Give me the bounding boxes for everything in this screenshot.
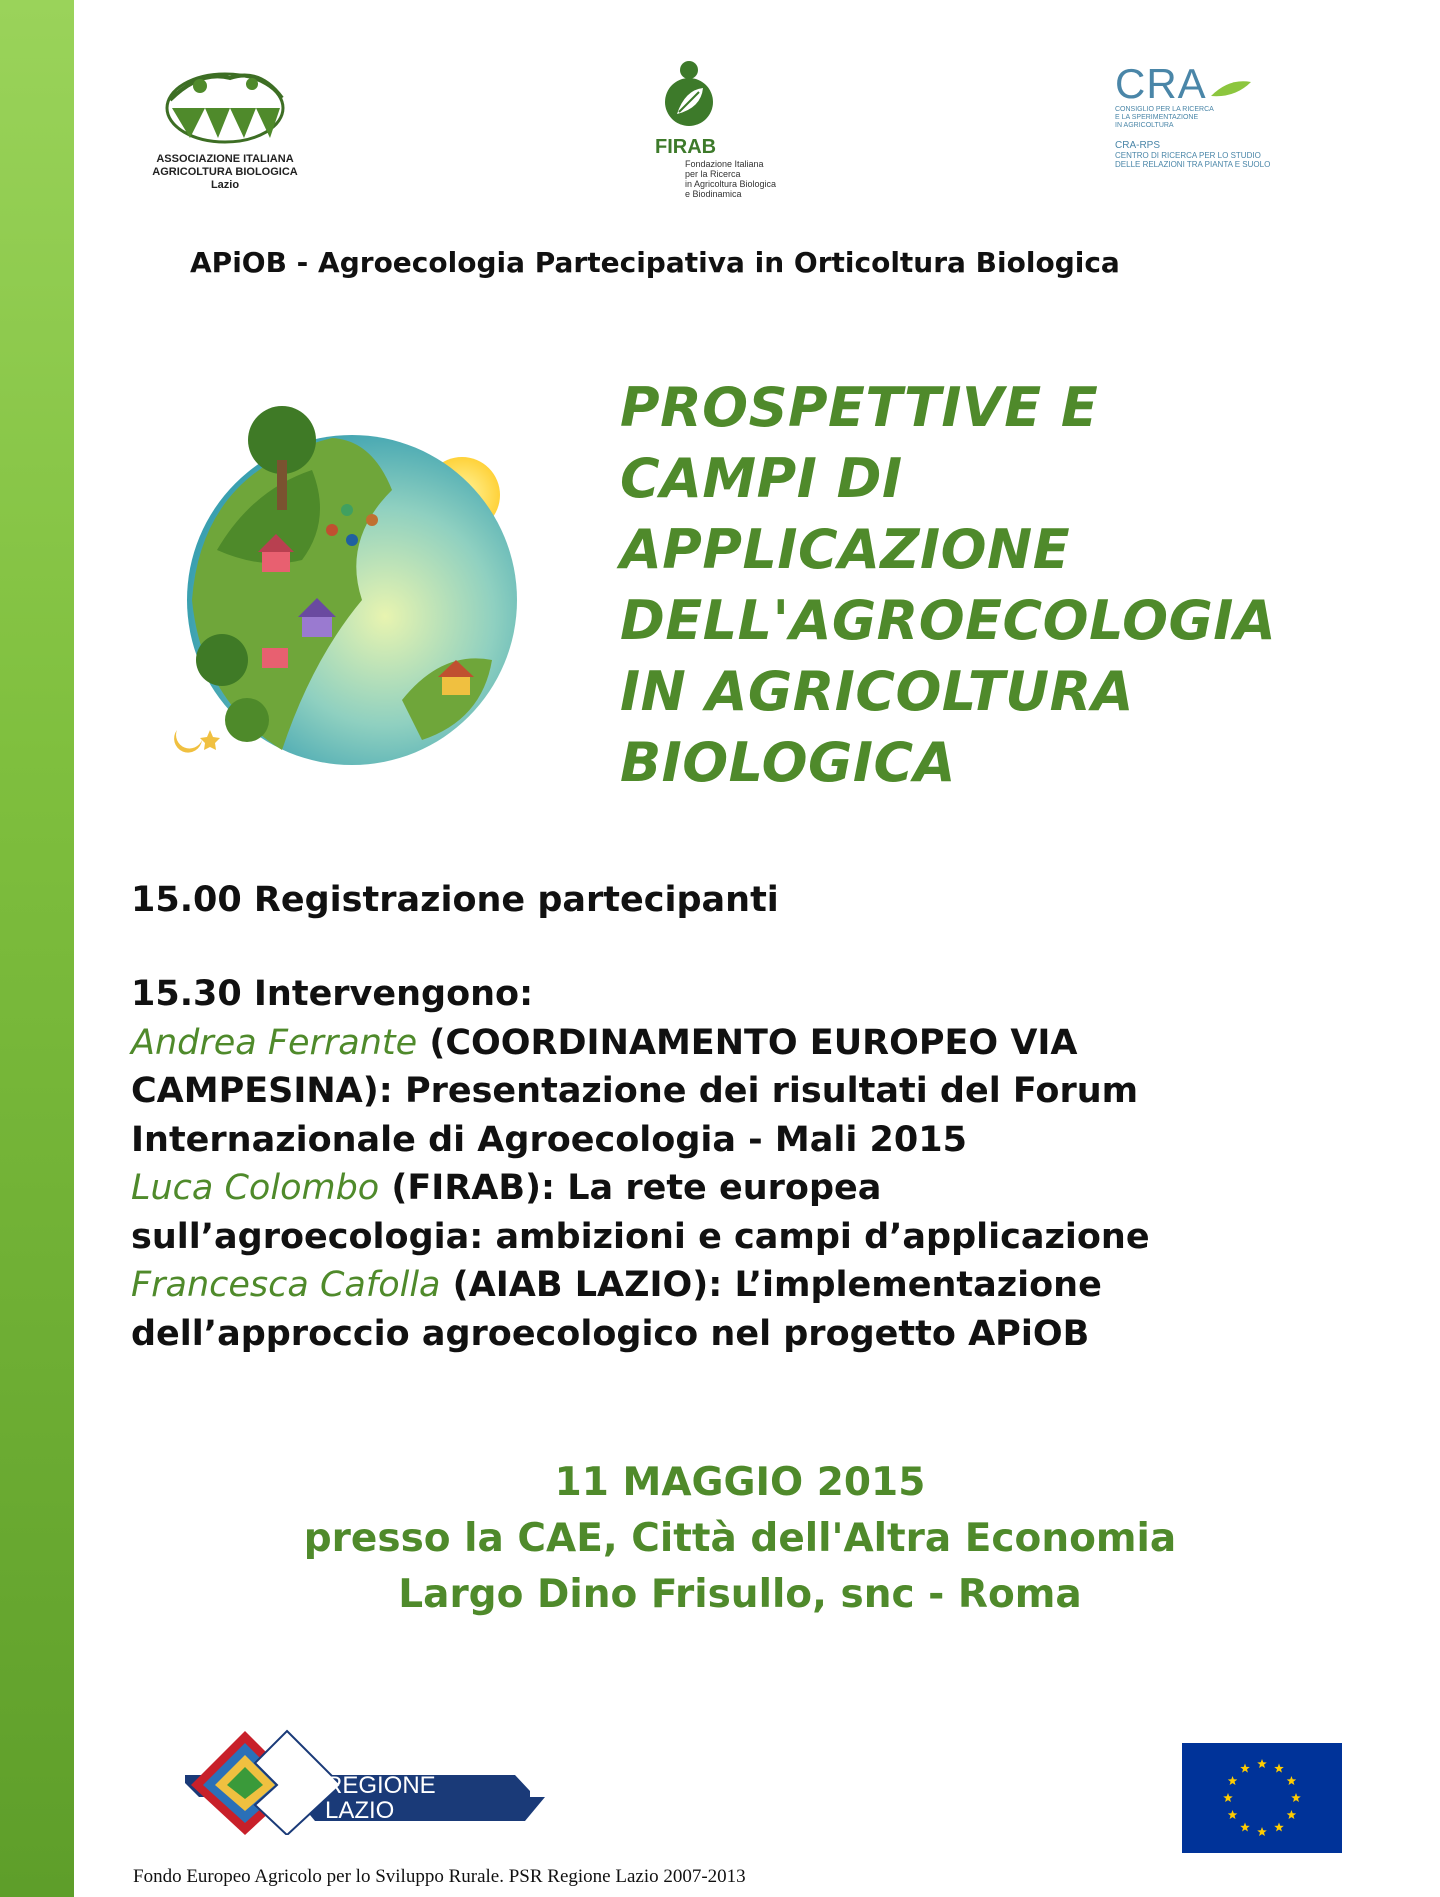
cra-sub-2: E LA SPERIMENTAZIONE <box>1115 114 1199 121</box>
event-address: Largo Dino Frisullo, snc - Roma <box>398 1572 1082 1617</box>
title-line-1: PROSPETTIVE E <box>620 376 1099 439</box>
registration-line: 15.00 Registrazione partecipanti <box>131 880 779 920</box>
speaker-name: Francesca Cafolla <box>131 1265 441 1305</box>
event-venue: presso la CAE, Città dell'Altra Economia <box>303 1516 1177 1561</box>
cra-centro-2: DELLE RELAZIONI TRA PIANTA E SUOLO <box>1115 160 1271 169</box>
interventions-heading: 15.30 Intervengono: <box>131 974 534 1014</box>
cra-name: CRA <box>1115 60 1207 107</box>
speaker-text-line: CAMPESINA): Presentazione dei risultati del Forum <box>131 1071 1139 1111</box>
aiab-emblem-icon <box>160 60 290 145</box>
event-info <box>130 1455 1350 1623</box>
speaker-text-line: sull’agroecologia: ambizioni e campi d’applicazione <box>131 1216 1150 1257</box>
cra-rps: CRA-RPS <box>1115 140 1161 151</box>
aiab-caption-3: Lazio <box>210 179 240 191</box>
cra-sub-1: CONSIGLIO PER LA RICERCA <box>1115 106 1214 113</box>
project-line: APiOB - Agroecologia Partecipativa in Orticoltura Biologica <box>190 246 1120 279</box>
firab-sub-4: e Biodinamica <box>685 189 742 199</box>
speaker-cafolla <box>131 1261 1371 1310</box>
footer-text: Fondo Europeo Agricolo per lo Sviluppo Rurale. PSR Regione Lazio 2007-2013 <box>133 1866 746 1887</box>
firab-name: FIRAB <box>655 136 717 158</box>
speaker-affiliation: (COORDINAMENTO EUROPEO VIA <box>417 1022 1078 1063</box>
lazio-line2: LAZIO <box>325 1797 395 1824</box>
firab-sub-2: per la Ricerca <box>685 169 741 179</box>
speaker-text-line: dell’approccio agroecologico nel progetto APiOB <box>131 1313 1090 1354</box>
speaker-affiliation: (AIAB LAZIO): L’implementazione <box>440 1265 1102 1305</box>
aiab-logo <box>140 60 310 200</box>
speaker-name: Luca Colombo <box>131 1168 380 1208</box>
speaker-name: Andrea Ferrante <box>131 1022 418 1063</box>
firab-sub-3: in Agricoltura Biologica <box>685 179 777 189</box>
title-line-2: CAMPI DI <box>620 447 903 510</box>
firab-sub-1: Fondazione Italiana <box>685 159 764 169</box>
cra-centro-1: CENTRO DI RICERCA PER LO STUDIO <box>1115 151 1261 160</box>
speaker-affiliation: (FIRAB): La rete europea <box>379 1168 882 1208</box>
regione-lazio-logo <box>185 1725 545 1835</box>
cra-sub-3: IN AGRICOLTURA <box>1115 122 1174 129</box>
speaker-text-line: Internazionale di Agroecologia - Mali 2015 <box>131 1119 967 1160</box>
program-list <box>131 970 1371 1358</box>
event-date: 11 MAGGIO 2015 <box>554 1460 926 1505</box>
cra-logo <box>1115 62 1295 192</box>
title-line-6: BIOLOGICA <box>620 731 956 794</box>
aiab-caption-1: ASSOCIAZIONE ITALIANA <box>156 153 294 165</box>
lazio-line1: REGIONE <box>325 1772 436 1799</box>
speaker-colombo <box>131 1164 1371 1213</box>
title-line-4: DELL'AGROECOLOGIA <box>620 589 1277 652</box>
side-bar <box>0 0 74 1897</box>
eu-flag-icon <box>1182 1743 1342 1853</box>
globe-illustration <box>162 400 542 780</box>
firab-logo <box>655 60 785 210</box>
main-title <box>620 372 1380 798</box>
cra-leaf-icon <box>1211 80 1251 100</box>
title-line-5: IN AGRICOLTURA <box>620 660 1134 723</box>
speaker-ferrante <box>131 1019 1371 1068</box>
aiab-caption-2: AGRICOLTURA BIOLOGICA <box>152 166 298 178</box>
firab-leaf-icon <box>659 60 719 130</box>
title-line-3: APPLICAZIONE <box>620 518 1071 581</box>
